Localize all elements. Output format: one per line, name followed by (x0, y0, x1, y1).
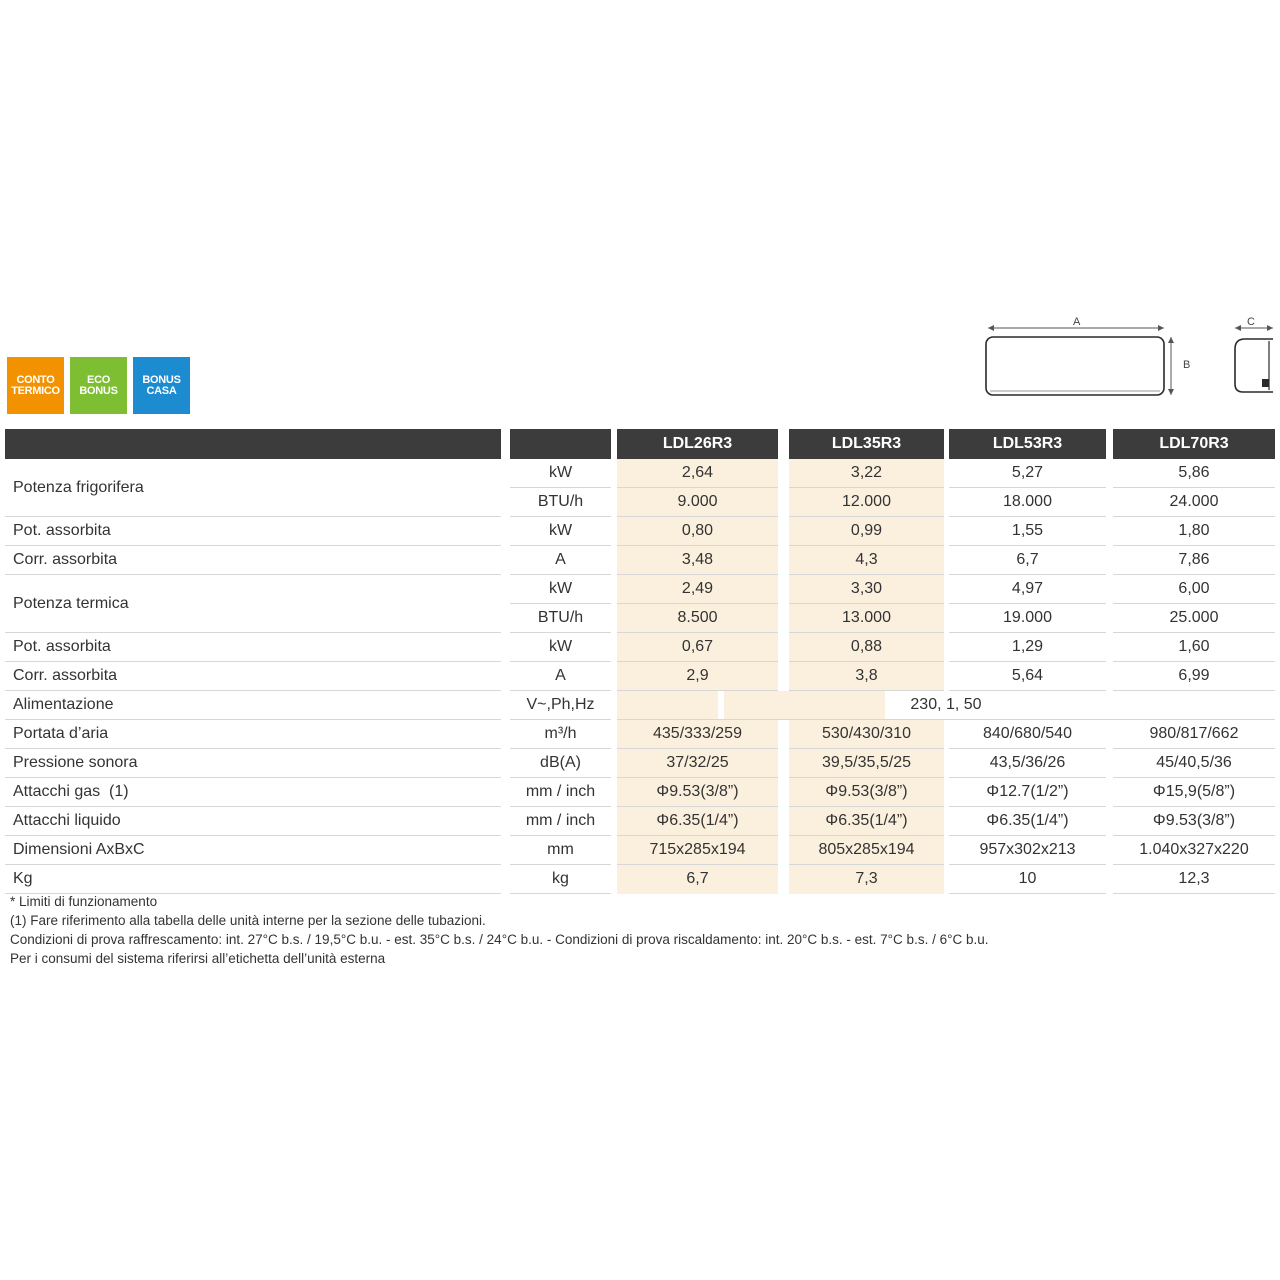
value-cell: 2,9 (617, 662, 778, 691)
value-cell: 840/680/540 (949, 720, 1106, 749)
value-cell: 8.500 (617, 604, 778, 633)
arrow-left-icon (988, 325, 994, 331)
value-cell: 10 (949, 865, 1106, 894)
table-header-row (5, 429, 1275, 459)
badge-line: ECO (87, 373, 110, 386)
row-label: Dimensioni AxBxC (5, 836, 501, 865)
badge-line: BONUS (79, 384, 118, 397)
table-row (5, 546, 1275, 575)
arrow-up-icon (1168, 337, 1174, 343)
value-cell: 45/40,5/36 (1113, 749, 1275, 778)
value-cell: 957x302x213 (949, 836, 1106, 865)
value-cell: 0,80 (617, 517, 778, 546)
value-cell: Φ9.53(3/8”) (617, 778, 778, 807)
value-cell: Φ12.7(1/2”) (949, 778, 1106, 807)
row-label: Pot. assorbita (5, 633, 501, 662)
value-cell: 18.000 (949, 488, 1106, 517)
unit-front-view (986, 337, 1164, 395)
value-cell: 3,30 (789, 575, 944, 604)
value-cell: Φ15,9(5/8”) (1113, 778, 1275, 807)
row-label: Attacchi gas (1) (5, 778, 501, 807)
arrow-down-icon (1168, 389, 1174, 395)
table-row (5, 575, 1275, 604)
row-label: Pressione sonora (5, 749, 501, 778)
row-unit: kW (510, 633, 611, 662)
table-row (5, 517, 1275, 546)
value-cell: 0,99 (789, 517, 944, 546)
bonus-casa-badge (133, 357, 190, 414)
indoor-unit-dimension-diagram (980, 312, 1280, 402)
eco-bonus-badge (70, 357, 127, 414)
row-label: Corr. assorbita (5, 662, 501, 691)
row-label: Potenza frigorifera (5, 459, 501, 517)
row-unit: kW (510, 517, 611, 546)
row-label: Corr. assorbita (5, 546, 501, 575)
value-cell: Φ6.35(1/4”) (949, 807, 1106, 836)
value-cell: 7,86 (1113, 546, 1275, 575)
value-cell: Φ9.53(3/8”) (1113, 807, 1275, 836)
value-cell: Φ9.53(3/8”) (789, 778, 944, 807)
footnotes (10, 892, 989, 968)
value-cell: 1.040x327x220 (1113, 836, 1275, 865)
table-row (5, 836, 1275, 865)
row-unit: dB(A) (510, 749, 611, 778)
value-cell: 13.000 (789, 604, 944, 633)
row-unit: kW (510, 575, 611, 604)
value-cell: 1,60 (1113, 633, 1275, 662)
footnote: * Limiti di funzionamento (10, 894, 158, 909)
row-unit: mm / inch (510, 807, 611, 836)
value-cell: 4,3 (789, 546, 944, 575)
row-unit: kg (510, 865, 611, 894)
value-cell: 9.000 (617, 488, 778, 517)
table-row (5, 459, 1275, 488)
value-cell: 4,97 (949, 575, 1106, 604)
arrow-left-icon (1235, 325, 1241, 331)
value-cell: 3,8 (789, 662, 944, 691)
table-row (5, 720, 1275, 749)
value-cell: 7,3 (789, 865, 944, 894)
table-row (5, 865, 1275, 894)
footnote: (1) Fare riferimento alla tabella delle unità interne per la sezione delle tubazioni. (10, 913, 486, 928)
table-row (5, 749, 1275, 778)
model-header: LDL35R3 (789, 429, 944, 459)
value-cell: 25.000 (1113, 604, 1275, 633)
model-header: LDL26R3 (617, 429, 778, 459)
value-cell: 24.000 (1113, 488, 1275, 517)
footnote: Per i consumi del sistema riferirsi all’etichetta dell’unità esterna (10, 951, 386, 966)
row-unit: kW (510, 459, 611, 488)
badge-line: BONUS (142, 373, 181, 386)
row-label: Alimentazione (5, 691, 501, 720)
value-cell: 0,67 (617, 633, 778, 662)
spec-table (5, 429, 1275, 894)
value-cell: 0,88 (789, 633, 944, 662)
dimension-c-label: C (1247, 316, 1255, 328)
row-label: Potenza termica (5, 575, 501, 633)
value-cell: 6,7 (949, 546, 1106, 575)
value-cell: 3,22 (789, 459, 944, 488)
arrow-right-icon (1267, 325, 1273, 331)
dimension-b-label: B (1183, 359, 1191, 371)
value-cell: 2,64 (617, 459, 778, 488)
value-cell: 980/817/662 (1113, 720, 1275, 749)
table-row (5, 691, 1275, 720)
value-cell: 19.000 (949, 604, 1106, 633)
value-cell: 1,55 (949, 517, 1106, 546)
table-row (5, 807, 1275, 836)
row-unit: BTU/h (510, 488, 611, 517)
unit-side-vent (1262, 379, 1269, 387)
badge-line: CONTO (16, 373, 55, 386)
value-cell: 37/32/25 (617, 749, 778, 778)
value-cell: 12,3 (1113, 865, 1275, 894)
value-cell: 1,80 (1113, 517, 1275, 546)
row-label: Portata d’aria (5, 720, 501, 749)
row-unit: mm (510, 836, 611, 865)
model-header: LDL53R3 (949, 429, 1106, 459)
value-cell: 2,49 (617, 575, 778, 604)
header-spacer (5, 429, 501, 459)
value-cell: 530/430/310 (789, 720, 944, 749)
table-row (5, 662, 1275, 691)
value-cell: Φ6.35(1/4”) (617, 807, 778, 836)
row-label: Attacchi liquido (5, 807, 501, 836)
value-cell: 805x285x194 (789, 836, 944, 865)
value-cell: 43,5/36/26 (949, 749, 1106, 778)
value-cell: 12.000 (789, 488, 944, 517)
row-unit: A (510, 662, 611, 691)
value-cell: 6,99 (1113, 662, 1275, 691)
row-unit: A (510, 546, 611, 575)
row-unit: BTU/h (510, 604, 611, 633)
incentive-badges (7, 357, 190, 414)
value-cell: 39,5/35,5/25 (789, 749, 944, 778)
badge-line: CASA (146, 384, 177, 397)
arrow-right-icon (1158, 325, 1164, 331)
row-unit: m³/h (510, 720, 611, 749)
value-cell: 435/333/259 (617, 720, 778, 749)
value-cell: 1,29 (949, 633, 1106, 662)
table-row (5, 778, 1275, 807)
dimension-a-label: A (1073, 316, 1081, 328)
model-header: LDL70R3 (1113, 429, 1275, 459)
badge-line: TERMICO (11, 384, 60, 397)
table-row (5, 633, 1275, 662)
value-cell: 6,00 (1113, 575, 1275, 604)
value-cell: 5,27 (949, 459, 1106, 488)
value-cell: 715x285x194 (617, 836, 778, 865)
value-cell: 6,7 (617, 865, 778, 894)
value-cell: 5,64 (949, 662, 1106, 691)
value-cell: 3,48 (617, 546, 778, 575)
value-cell: 5,86 (1113, 459, 1275, 488)
value-cell: Φ6.35(1/4”) (789, 807, 944, 836)
header-unit-spacer (510, 429, 611, 459)
conto-termico-badge (7, 357, 64, 414)
footnote: Condizioni di prova raffrescamento: int. 27°C b.s. / 19,5°C b.u. - est. 35°C b.s. / 24°C b.u. - Condizioni di prova riscaldamento: int. 20°C b.s. - est. 7°C b.s. / 6°C b.u. (10, 932, 989, 947)
row-label: Pot. assorbita (5, 517, 501, 546)
merged-value-cell: 230, 1, 50 (617, 691, 1275, 720)
row-label: Kg (5, 865, 501, 894)
row-unit: V~,Ph,Hz (510, 691, 611, 720)
row-unit: mm / inch (510, 778, 611, 807)
